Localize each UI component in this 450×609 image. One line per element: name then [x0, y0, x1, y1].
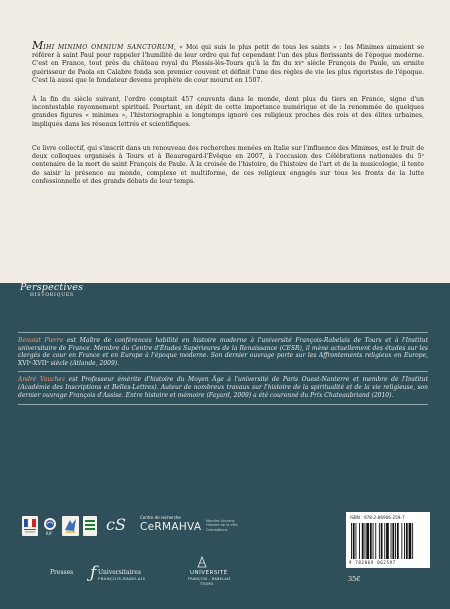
author-bio-2	[18, 376, 428, 399]
intro-paragraph-2-text: À la fin du siècle suivant, l'ordre comptait 457 couvents dans le monde, dont plus du tiers en France, signe d'un incontestable rayonnement spirituel. Pourtant, en dépit de cette importance numérique et de la renommée de quelques grandes figures « minimes », l'historiographie a longtemps ignoré ces religieux proches des rois et des élites urbaines, impliqués dans les réseaux lettrés et scientifiques.	[32, 96, 424, 128]
iuf-label: IUF	[46, 531, 53, 536]
partner-logo	[83, 516, 97, 536]
university-emblem-icon	[196, 555, 208, 569]
author-bio-text: est Professeur émérite d'histoire du Moyen Âge à l'université de Paris Ouest-Nanterre et membre de l'Institut (Académie des Inscriptions et Belles-Lettres). Auteur de nombreux travaux sur l'histoire de la spiritualité et de la vie religieuse, son dernier ouvrage François d'Assise. Entre histoire et mémoire (Fayard, 2009) a été couronné du Prix Chateaubriand (2010).	[18, 376, 428, 399]
region-logo	[62, 516, 79, 536]
barcode-icon	[351, 523, 425, 559]
stripes-emblem-icon	[83, 516, 97, 536]
divider	[18, 332, 428, 333]
publisher-name-top: Presses	[50, 569, 74, 576]
university-subname: FRANÇOIS - RABELAIS	[188, 577, 231, 581]
series-logo	[20, 283, 83, 298]
cermahva-desc	[206, 519, 238, 532]
ministry-logo	[22, 516, 38, 536]
cermahva-caption: Centre de recherche	[140, 515, 181, 520]
barcode-panel	[346, 512, 430, 568]
author-bios	[18, 330, 428, 407]
series-subtitle: HISTORIQUES	[30, 293, 75, 298]
latin-quote: IHI MINIMO OMNIUM SANCTORUM	[43, 44, 175, 51]
publisher-name-bottom: FRANÇOIS-RABELAIS	[98, 576, 146, 581]
author-bio-text: est Maître de conférences habilité en histoire moderne à l'université François-Rabelais de Tours et à l'Institut universitaire de France. Membre du Centre d'Études Supérieures de la Renaissance (CESR), il mène actuellement des études sur les clergés de cour en France et en Europe à l'époque moderne. Son dernier ouvrage porte sur les Affrontements religieux en Europe,	[18, 337, 429, 360]
divider	[18, 371, 428, 372]
price: 35€	[348, 575, 361, 583]
author-name: André Vauchez	[18, 376, 66, 384]
intro-paragraph-1-text: , « Moi qui suis le plus petit de tous les saints » : les Minimes aimaient se référer à saint Paul pour rappeler l'humilité de leur ordre qui fut cependant l'un des plus florissants de l'époque moderne. C'est en France, tout près du château royal du Plessis-lès-Tours qu'à la fin du xvᵉ siècle François de Paule, un ermite guérisseur de Paola en Calabre fonda son premier couvent et définit l'une des règles de vie les plus rigoristes de l'époque. C'est là aussi que le fondateur devenu prophète de cour mourut en 1507.	[32, 44, 424, 84]
publisher-name-mid: Universitaires	[98, 569, 142, 576]
drop-cap: M	[32, 39, 44, 52]
cermahva-desc-line: Mondes Anciens	[206, 519, 235, 523]
publisher-f-icon: ƒ	[90, 563, 97, 583]
divider	[18, 404, 428, 405]
university-name: UNIVERSITÉ	[190, 570, 228, 576]
author-bio-centuries: XVIᵉ-XVIIᵉ	[18, 359, 49, 367]
region-centre-icon	[62, 516, 79, 536]
cermahva-logo: CeRMAHVA	[140, 521, 202, 533]
author-bio-1	[18, 337, 428, 367]
intro-paragraph-3	[32, 145, 424, 186]
university-city: TOURS	[200, 582, 214, 586]
intro-paragraph-1	[32, 39, 424, 85]
author-bio-text-end: siècle (Atlande, 2009).	[48, 359, 120, 367]
isbn-text: ISBN : 978-2-86906-259-7	[350, 515, 405, 520]
marianne-icon	[22, 516, 38, 536]
barcode-digits: 9 782869 062597	[349, 560, 396, 565]
intro-paragraph-2	[32, 96, 424, 129]
author-name: Benoist Pierre	[18, 337, 64, 344]
iuf-logo	[42, 516, 58, 536]
intro-paragraph-3-text: Ce livre collectif, qui s'inscrit dans un renouveau des recherches menées en Italie sur l'influence des Minimes, est le fruit de deux colloques organisés à Tours et à Beauregard-l'Évêque en 2007, à l'occasion des Célébrations nationales du 5ᵉ centenaire de la mort de saint François de Paule. À la croisée de l'histoire, de l'histoire de l'art et de la musicologie, il tente de saisir la présence au monde, complexe et multiforme, de ces religieux engagés sur tous les fronts de la lutte confessionnelle et des grands débats de leur temps.	[32, 145, 424, 185]
series-title: Perspectives	[20, 282, 84, 293]
cermahva-desc-line: Histoire de la Ville	[206, 523, 238, 528]
cermahva-desc-line: Orientations	[206, 527, 228, 532]
cesr-logo: cS	[106, 515, 126, 534]
